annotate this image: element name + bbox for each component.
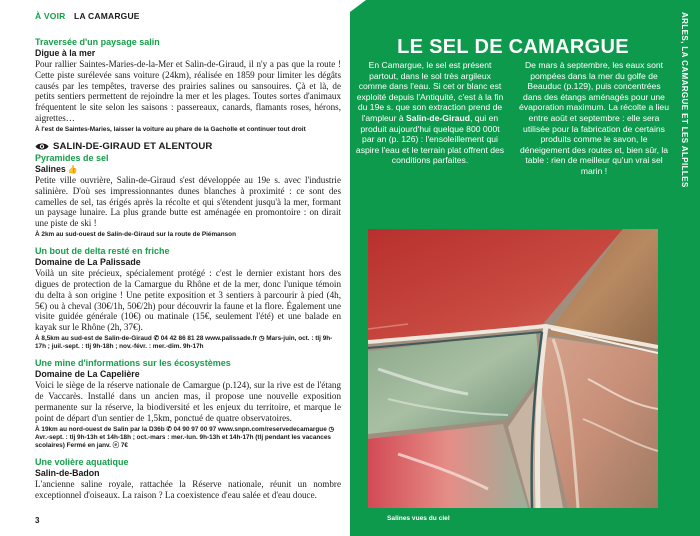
entry-subtitle: Une volière aquatique [35,457,129,468]
entry-salines [35,153,341,239]
entry-text: Petite ville ouvrière, Salin-de-Giraud s'est développée au 19e s. avec l'industrie salinière. D'où ses impressionnantes dunes blanches à proximité : ce sont des camelles de sel, tas érigés après la récolte et qui s'étendent jusqu'à la mer, formant un paysage lunaire. La plus grande butte est aménagée en promontoire : on dirait une piste de ski ! [35,174,341,229]
entry-place: Salines [35,163,66,174]
entry-text: Voilà un site précieux, spécialement protégé : c'est le dernier existant hors des digues de protection de la Camargue du Rhône et de la mer, donc l'unique témoin du delta à son origine ! Une petite exposition et 3 sentiers à parcourir à pied (4h, 5€) ou à cheval (30€/1h, 50€/2h) pour découvrir la faune et la flore. Également une visite guidée générale (10€) ou matinale (15€, seulement l'été) et une balade en kayak sur le Rhône (2h, 37€). [35,268,341,333]
entry-badon [35,457,341,501]
corner-notch [350,0,366,12]
entry-subtitle: Pyramides de sel [35,152,109,163]
running-head [35,11,140,21]
entry-capeliere [35,358,341,450]
entry-place: Domaine de La Capelière [35,369,140,380]
section-title: SALIN-DE-GIRAUD ET ALENTOUR [53,140,213,152]
entry-place: Domaine de La Palissade [35,257,141,268]
entry-place: Digue à la mer [35,48,96,58]
entry-info: À 19km au nord-ouest de Salin par la D36b ✆ 04 90 97 00 97 www.snpn.com/reservedecamargue ◷ Avr.-sept. : tlj 9h-13h et 14h-18h ; oct.-mars : mer.-lun. 9h-13h et 14h-17h (tlj pendant les vacances scolaires) Fermé en janv. ⓔ 7€ [35,425,335,449]
thumbs-up-icon: 👍 [67,164,78,174]
feature-text-before: En Camargue, le sel est présent partout, dans le sol très argileux comme dans l'eau. Si cet or blanc est exploité depuis l'Antiquité, c'est à la fin du 19e s. que son extraction prend de l'ampleur à [356,60,504,123]
feature-column-left [354,60,506,166]
right-page [350,0,700,536]
entry-text: Pour rallier Saintes-Maries-de-la-Mer et Salin-de-Giraud, il n'y a pas que la route ! Cette piste surélevée sans voiture (24km), réalisée en 1859 pour limiter les dégâts causés par les tempêtes, traverse des prairies salines ou sansouires. Çà et là, de petits sentiers permettent de rejoindre la mer et les plages. Toutes sortes d'animaux fréquentent le site selon les saisons : passereaux, canards, flamants roses, hérons, aigrettes… [35,59,341,123]
feature-text-bold: Salin-de-Giraud [405,112,470,123]
section-heading [35,141,341,152]
entry-subtitle: Traversée d'un paysage salin [35,37,160,47]
feature-text-after: , qui en produit aujourd'hui quelque 800 000t par an (p. 126) : l'ensoleillement qui aspire l'eau et le terrain plat offrent des conditions parfaites. [355,112,505,166]
entry-place: Salin-de-Badon [35,468,100,479]
entry-place-row [35,164,341,175]
entry-text: L'ancienne saline royale, rattachée la Réserve nationale, réunit un nombre exceptionnel d'oiseaux. La raison ? La coexistence d'eau salée et d'eau douce. [35,479,341,500]
entry-info: À 2km au sud-ouest de Salin-de-Giraud sur la route de Piémanson [35,230,236,238]
feature-column-right: De mars à septembre, les eaux sont pompées dans la mer du golfe de Beauduc (p.129), puis concentrées dans des étangs aménagés pour une évaporation maximum. La récolte a lieu entre août et septembre : elle sera utilisée pour la fabrication de certains produits comme le savon, le déneigement des routes et, bien sûr, la table : rien de meilleur qu'un vrai sel marin ! [519,60,669,176]
running-head-chapter: LA CAMARGUE [74,11,140,21]
feature-panel [350,0,676,536]
side-chapter-label: ARLES, LA CAMARGUE ET LES ALPILLES [680,12,689,188]
entry-digue [35,37,341,134]
entries-column [35,37,341,508]
feature-title: LE SEL DE CAMARGUE [397,36,629,58]
entry-subtitle: Une mine d'informations sur les écosystèmes [35,358,231,369]
entry-subtitle: Un bout de delta resté en friche [35,246,170,257]
photo-caption: Salines vues du ciel [387,515,450,522]
entry-palissade [35,246,341,351]
page-number: 3 [35,516,40,525]
running-head-section: À VOIR [35,11,66,21]
salt-pans-aerial-photo [368,229,658,508]
entry-info: À l'est de Saintes-Maries, laisser la voiture au phare de la Gacholle et continuer tout droit [35,125,306,133]
entry-text: Voici le siège de la réserve nationale de Camargue (p.124), sur la rive est de l'étang de Vaccarès. Installé dans un ancien mas, il propose une nouvelle exposition permanente sur la réserve, la biodiversité et les enjeux du territoire, et marque le point de départ d'un sentier de 1,5km, ponctué de quatre observatoires. [35,380,341,423]
entry-info: À 8,5km au sud-est de Salin-de-Giraud ✆ 04 42 86 81 28 www.palissade.fr ◷ Mars-juin, oct. : tlj 9h-17h ; juil.-sept. : tlj 9h-18h ; nov.-févr. : mer.-dim. 9h-17h [35,334,333,351]
eye-icon [35,142,49,151]
